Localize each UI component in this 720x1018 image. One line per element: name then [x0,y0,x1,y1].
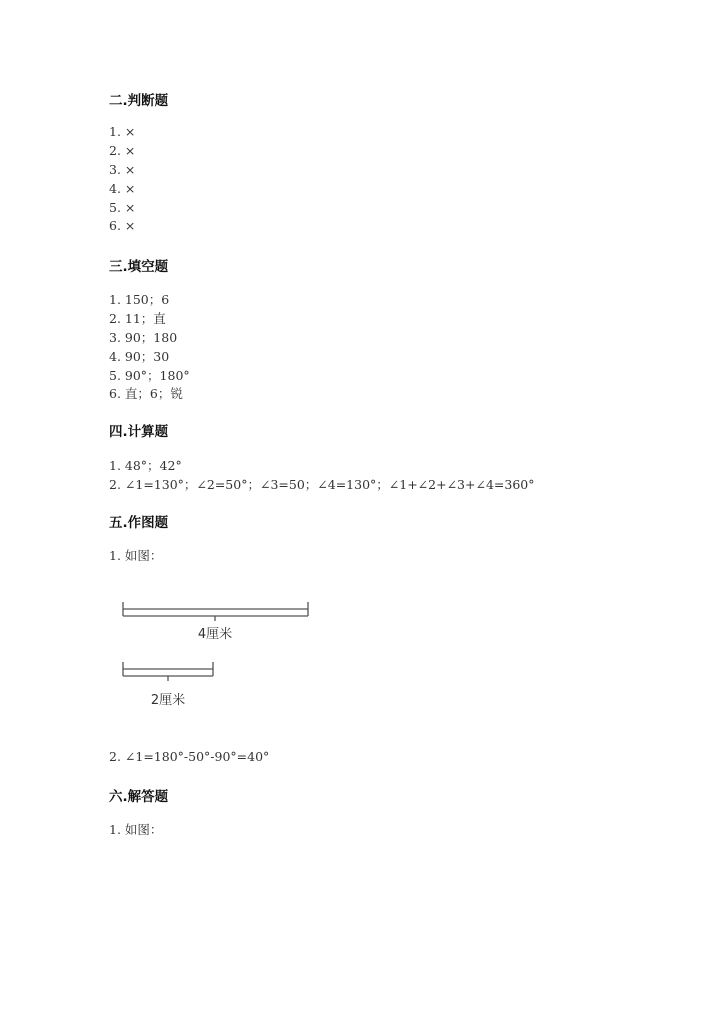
answer-line: 2. × [109,143,136,158]
section-title-judgement: 二.判断题 [109,93,169,109]
answer-line: 2. 11；直 [109,311,166,326]
section-title-fill-blank: 三.填空题 [109,259,169,275]
answer-line: 2. ∠1=130°；∠2=50°；∠3=50；∠4=130°；∠1+∠2+∠3+∠4=360° [109,477,535,492]
answer-line: 1. × [109,124,136,139]
answer-line: 6. 直；6；锐 [109,386,183,401]
answer-line: 1. 如图： [109,822,163,837]
long-segment-label: 4厘米 [197,627,233,642]
answer-line: 3. 90；180 [109,330,178,345]
answer-line: 1. 如图： [109,548,163,563]
short-segment-brace [123,662,213,681]
segment-figure [110,596,330,716]
answer-line: 4. 90；30 [109,349,170,364]
answer-line: 1. 48°；42° [109,458,182,473]
answer-line: 5. 90°；180° [109,368,190,383]
short-segment-label: 2厘米 [150,693,186,708]
answer-line: 5. × [109,200,136,215]
answer-line: 2. ∠1=180°-50°-90°=40° [109,749,270,764]
answer-line: 3. × [109,162,136,177]
section-title-drawing: 五.作图题 [109,515,169,531]
section-title-calculation: 四.计算题 [109,424,169,440]
answer-line: 4. × [109,181,136,196]
long-segment-brace [123,602,308,621]
section-title-solution: 六.解答题 [109,789,169,805]
answer-line: 1. 150；6 [109,292,170,307]
answer-line: 6. × [109,218,136,233]
